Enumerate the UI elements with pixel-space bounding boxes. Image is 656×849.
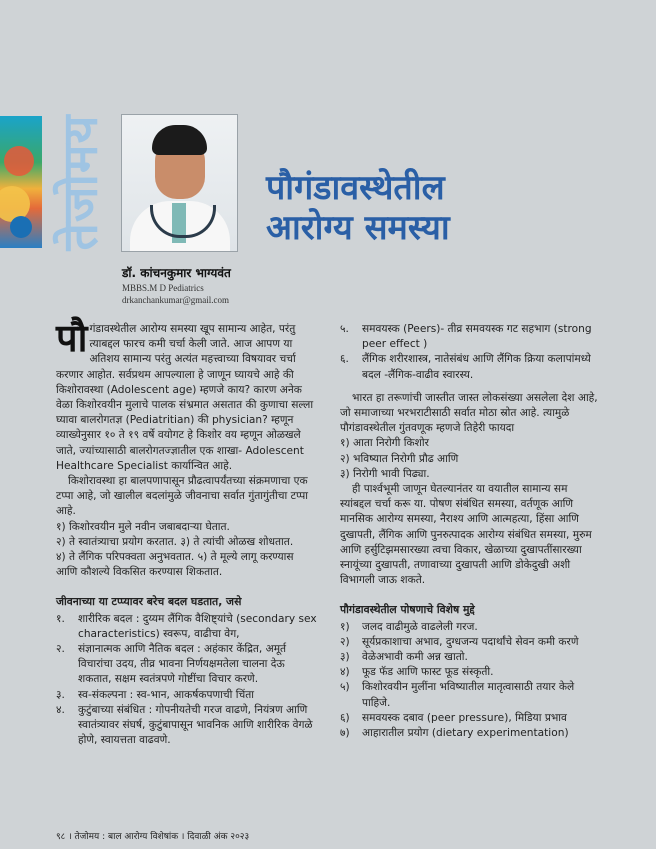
- list-number: ४): [340, 666, 350, 679]
- list-text: स्व-संकल्पना : स्व-भान, आकर्षकपणाची चिंता: [78, 688, 254, 701]
- list-item: [340, 635, 602, 650]
- list-number: ३.: [56, 688, 65, 701]
- photo-hair: [152, 125, 207, 155]
- intro-paragraph: [56, 315, 318, 474]
- list-item: [56, 688, 318, 703]
- list-number: ३): [340, 651, 350, 664]
- author-email[interactable]: drkanchankumar@gmail.com: [122, 295, 230, 305]
- list-item: [340, 322, 602, 352]
- list-item: १) किशोरवयीन मुले नवीन जबाबदाऱ्या घेतात.: [56, 520, 230, 533]
- list-item: १) आता निरोगी किशोर: [340, 437, 429, 450]
- list-number: ५): [340, 681, 350, 694]
- article-headline: [266, 168, 586, 248]
- list-number: ६.: [340, 353, 349, 366]
- list-number: १): [340, 620, 350, 633]
- list-text: संज्ञानात्मक आणि नैतिक बदल : अहंकार केंद्रित, अमूर्त विचारांचा उदय, तीव्र भावना निर्णयक्षमतेला चालना देऊ शकतात, सक्षम स्वतंत्रपणे गोष्टींचा विचार करणे.: [78, 643, 287, 686]
- list-text: शारीरिक बदल : दुय्यम लैंगिक वैशिष्ट्यांचे (secondary sex characteristics) स्वरूप, वाढीचा वेग,: [78, 612, 317, 640]
- author-degree: MBBS.M D Pediatrics: [122, 283, 204, 293]
- list-item: [340, 711, 602, 726]
- list-item: [340, 620, 602, 635]
- list-item: [340, 650, 602, 665]
- list-item: ४) ते लैंगिक परिपक्वता अनुभवतात. ५) ते मूल्ये लागू करण्यास आणि कौशल्ये विकसित करण्यास शिकतात.: [56, 551, 294, 579]
- list-item: [56, 612, 318, 642]
- list-number: ६): [340, 711, 350, 724]
- list-text: जलद वाढीमुळे वाढलेली गरज.: [362, 620, 478, 633]
- author-name: डॉ. कांचनकुमार भाग्यवंत: [122, 266, 231, 280]
- drop-cap: पौ: [56, 315, 88, 360]
- headline-line2: आरोग्य समस्या: [266, 208, 450, 248]
- list-text: कुटुंबाच्या संबंधित : गोपनीयतेची गरज वाढणे, नियंत्रण आणि स्वातंत्र्यावर संघर्ष, कुटुंबापासून भावनिक आणि शारीरिक वेगळे होणे, स्वायत्तता वाढवणे.: [78, 703, 313, 747]
- list-item: २) ते स्वातंत्र्याचा प्रयोग करतात. ३) ते त्यांची ओळख शोधतात.: [56, 535, 294, 548]
- right-column: [340, 322, 602, 741]
- list-item: [340, 352, 602, 382]
- list-item: [340, 726, 602, 741]
- paragraph: किशोरावस्था हा बालपणापासून प्रौढत्वापर्यंतच्या संक्रमणाचा एक टप्पा आहे, जो खालील बदलांमुळे जीवनाचा सर्वात गुंतागुंतीचा टप्पा आहे.: [56, 475, 308, 518]
- author-photo: [121, 114, 238, 252]
- list-text: लैंगिक शरीरशास्त्र, नातेसंबंध आणि लैंगिक क्रिया कलापांमध्ये बदल -लैंगिक-वाढीव स्वारस्य.: [362, 353, 591, 381]
- list-number: २.: [56, 643, 65, 656]
- decorative-art-strip: [0, 116, 42, 248]
- intro-text: गंडावस्थेतील आरोग्य समस्या खूप सामान्य आहेत, परंतु त्याबद्दल फारच कमी चर्चा केली जाते. आज आपण या अतिशय सामान्य परंतु अत्यंत महत्त्वाच्या विषयावर चर्चा करणार आहोत. सर्वप्रथम आपल्याला हे जाणून घ्यायचे आहे की किशोरावस्था (Adolescent age) म्हणजे काय? कारण अनेक वेळा किशोरवयीन मुलाचे पालक संभ्रमात असतात की कुणाचा सल्ला घ्यावा बालरोगतज्ञ (Pediatritian) की physician? म्हणून व्याख्येनुसार १० ते १९ वर्षे वयोगट हे किशोर वय म्हणून ओळखले जाते, ज्यांच्यासाठी बालरोगतज्ज्ञातील एक शाखा- Adolescent Healthcare Specialist कार्यान्वित आहे.: [56, 323, 314, 472]
- list-item: [340, 665, 602, 680]
- paragraph: भारत हा तरूणांची जास्तीत जास्त लोकसंख्या असलेला देश आहे, जो समाजाच्या भरभराटीसाठी सर्वात मोठा स्रोत आहे. त्यामुळे पौगंडावस्थेतील गुंतवणूक म्हणजे तिहेरी फायदा: [340, 391, 598, 435]
- section-title: [44, 110, 114, 255]
- headline-line1: पौगंडावस्थेतील: [266, 168, 445, 208]
- list-item: [340, 680, 602, 710]
- list-text: समवयस्क दबाव (peer pressure), मिडिया प्रभाव: [362, 711, 567, 724]
- list-number: १.: [56, 612, 65, 625]
- list-item: [56, 703, 318, 749]
- list-item: ३) निरोगी भावी पिढ्या.: [340, 467, 430, 480]
- list-item: [56, 642, 318, 688]
- list-text: वेळेअभावी कमी अन्न खातो.: [362, 651, 468, 664]
- list-number: २): [340, 635, 350, 648]
- paragraph: ही पार्श्वभूमी जाणून घेतल्यानंतर या वयातील सामान्य सम स्यांबद्दल चर्चा करू या. पोषण संबंधित समस्या, वर्तणूक आणि मानसिक आरोग्य समस्या, नैराश्य आणि आत्महत्या, हिंसा आणि दुखापती, लैंगिक आणि पुनरुत्पादक आरोग्य संबंधित समस्या, मुरुम आणि हर्सुटिझमसारख्या त्वचा विकार, खेळाच्या दुखापतींसारख्या स्नायूंच्या दुखापती, तणावाच्या दुखापती आणि डोकेदुखी अशी विभागली जाऊ शकते.: [340, 483, 592, 587]
- author-block: [122, 264, 231, 305]
- section-heading: जीवनाच्या या टप्प्यावर बरेच बदल घडतात, जसे: [56, 595, 242, 609]
- page-footer: ९८ । तेजोमय : बाल आरोग्य विशेषांक । दिवाळी अंक २०२३: [56, 832, 250, 842]
- spacer: [340, 383, 602, 391]
- section-heading: पौगंडावस्थेतील पोषणाचे विशेष मुद्दे: [340, 603, 475, 617]
- list-number: ५.: [340, 323, 349, 335]
- left-column: [56, 315, 318, 748]
- list-text: सूर्यप्रकाशाचा अभाव, दुग्धजन्य पदार्थांचे सेवन कमी करणे: [362, 635, 579, 648]
- list-text: फूड फॅड आणि फास्ट फूड संस्कृती.: [362, 666, 494, 679]
- list-item: २) भविष्यात निरोगी प्रौढ आणि: [340, 452, 459, 465]
- list-number: ४.: [56, 703, 65, 716]
- list-text: समवयस्क (Peers)- तीव्र समवयस्क गट सहभाग (strong peer effect ): [362, 323, 592, 351]
- list-number: ७): [340, 727, 350, 740]
- list-text: किशोरवयीन मुलींना भविष्यातील मातृत्वासाठी तयार केले पाहिजे.: [362, 681, 575, 709]
- art-blob: [4, 146, 34, 176]
- art-blob: [10, 216, 32, 238]
- list-text: आहारातील प्रयोग (dietary experimentation): [362, 727, 569, 740]
- section-title-text: तेजोमय: [52, 114, 109, 251]
